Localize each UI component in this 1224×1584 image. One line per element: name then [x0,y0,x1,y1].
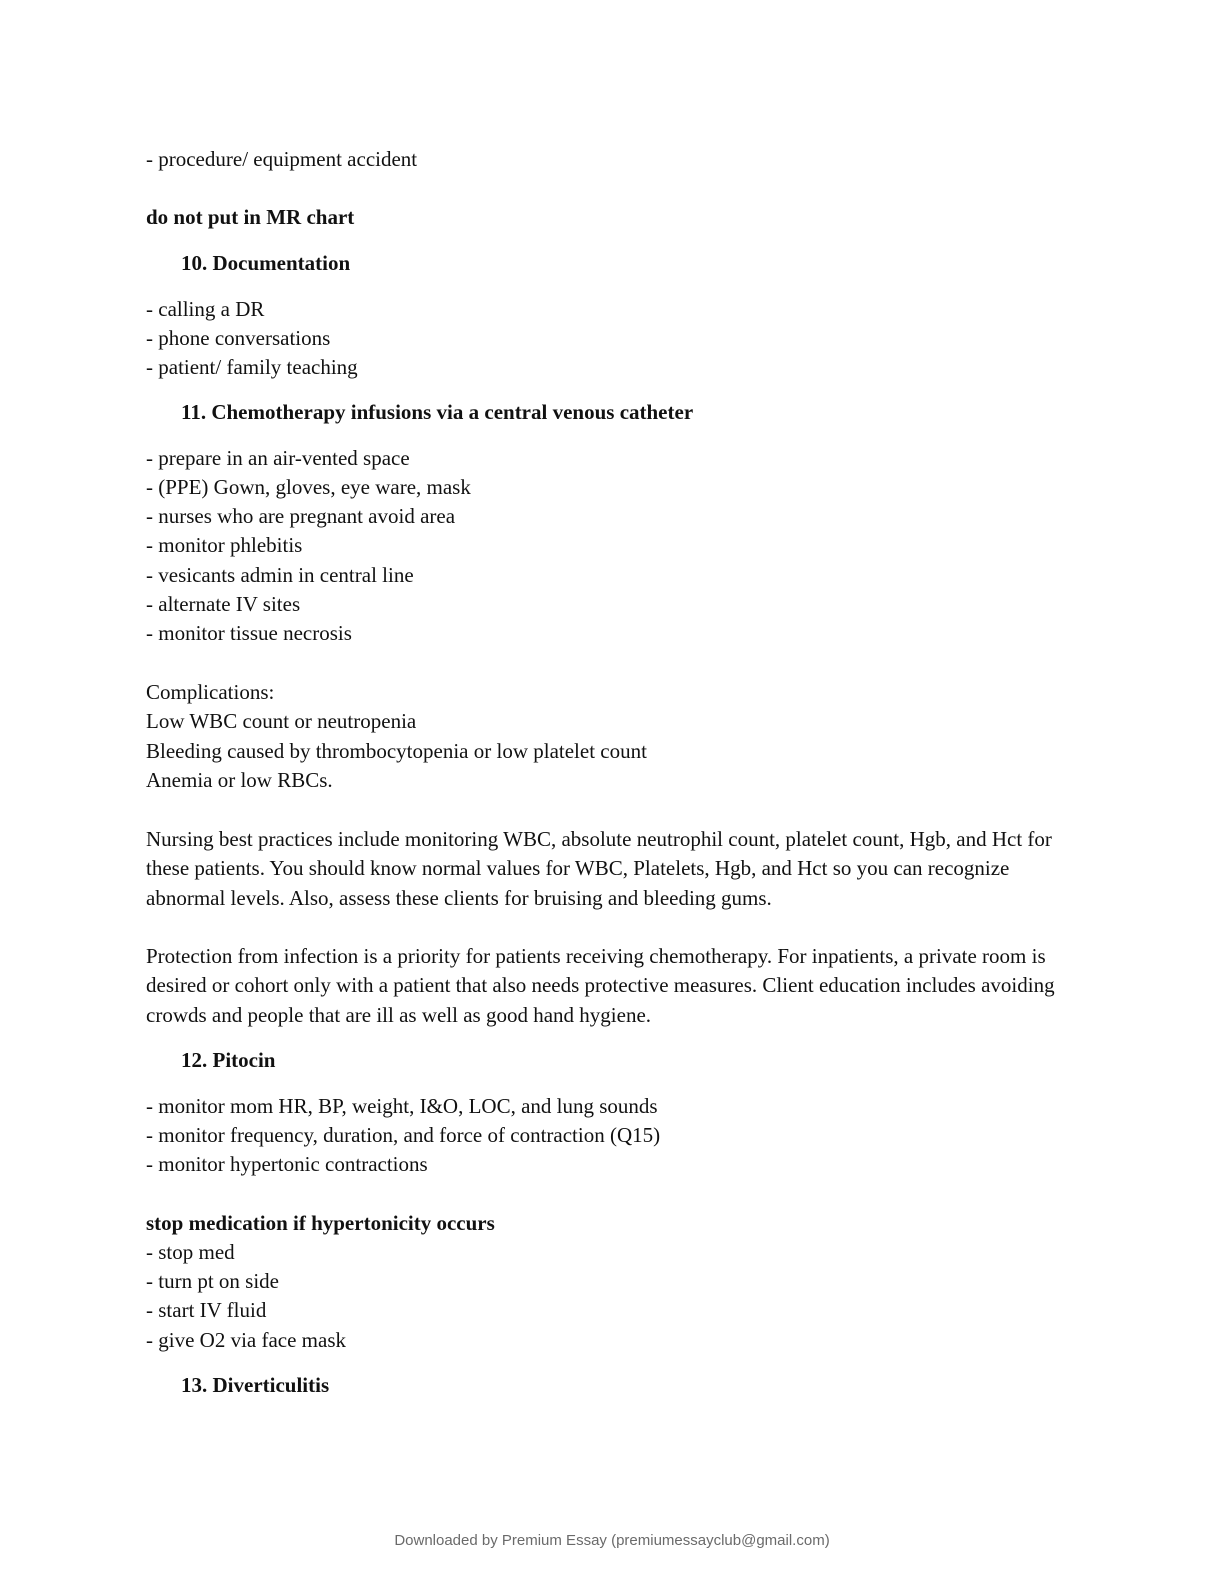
stop-medication-heading: stop medication if hypertonicity occurs [146,1211,495,1235]
list-item: - give O2 via face mask [146,1328,347,1352]
paragraph-infection-protection: Protection from infection is a priority for patients receiving chemotherapy. For inpatients, a private room is desired or cohort only with a patient that also needs protective measures. Client education includes avoiding crowds and people that are ill as well as good hand hygiene. [146,944,1055,1027]
list-item: - prepare in an air-vented space [146,446,410,470]
list-item: - phone conversations [146,326,331,350]
list-item: - monitor mom HR, BP, weight, I&O, LOC, and lung sounds [146,1094,658,1118]
complication-item: Anemia or low RBCs. [146,768,333,792]
list-item: - monitor hypertonic contractions [146,1152,428,1176]
complication-item: Bleeding caused by thrombocytopenia or low platelet count [146,739,647,763]
page-footer: Downloaded by Premium Essay (premiumessayclub@gmail.com) [394,1532,830,1549]
section-heading-documentation: 10. Documentation [181,251,351,275]
complication-item: Low WBC count or neutropenia [146,709,417,733]
section-heading-chemotherapy: 11. Chemotherapy infusions via a central venous catheter [181,400,694,424]
section-heading-pitocin: 12. Pitocin [181,1048,276,1072]
list-item: - stop med [146,1240,235,1264]
list-item: - procedure/ equipment accident [146,147,418,171]
list-item: - turn pt on side [146,1269,279,1293]
complications-label: Complications: [146,680,275,704]
list-item: - patient/ family teaching [146,355,358,379]
note-heading: do not put in MR chart [146,205,355,229]
list-item: - (PPE) Gown, gloves, eye ware, mask [146,475,471,499]
paragraph-best-practices: Nursing best practices include monitoring WBC, absolute neutrophil count, platelet count, Hgb, and Hct for these patients. You should know normal values for WBC, Platelets, Hgb, and Hct so you can recognize abnormal levels. Also, assess these clients for bruising and bleeding gums. [146,827,1052,910]
section-heading-diverticulitis: 13. Diverticulitis [181,1373,330,1397]
list-item: - monitor phlebitis [146,533,303,557]
list-item: - monitor tissue necrosis [146,621,352,645]
list-item: - vesicants admin in central line [146,563,414,587]
list-item: - monitor frequency, duration, and force of contraction (Q15) [146,1123,661,1147]
list-item: - nurses who are pregnant avoid area [146,504,456,528]
list-item: - alternate IV sites [146,592,301,616]
list-item: - calling a DR [146,297,265,321]
list-item: - start IV fluid [146,1298,267,1322]
